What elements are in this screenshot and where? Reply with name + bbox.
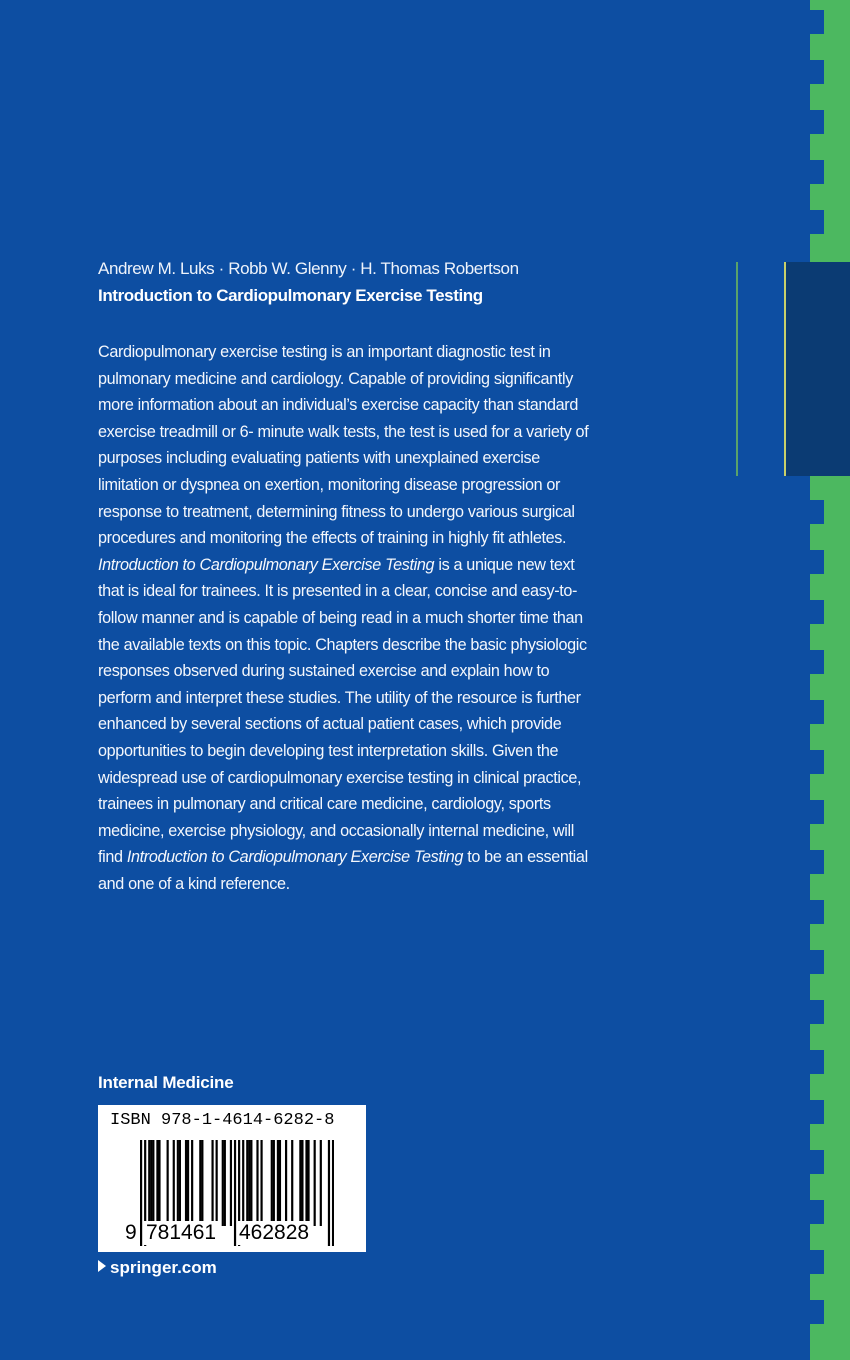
barcode-bar — [250, 1140, 252, 1226]
barcode-bar — [152, 1140, 154, 1226]
barcode-bar — [191, 1140, 193, 1226]
stripe-notch — [810, 950, 824, 974]
isbn-label: ISBN 978-1-4614-6282-8 — [110, 1111, 335, 1130]
barcode-guard-bar — [328, 1140, 330, 1246]
vertical-rule-left — [736, 262, 738, 476]
play-arrow-icon — [98, 1260, 106, 1272]
barcode-bar — [314, 1140, 316, 1226]
stripe-notch — [810, 60, 824, 84]
description-part-2: is a unique new text that is ideal for trainees. It is presented in a clear, concise and easy-to-follow manner and is capable of being read in a much shorter time than the available texts on this topic. Chapters describe the basic physiologic responses observed during sustained exercise and explain how to perform and interpret these studies. The utility of the resource is further enhanced by several sections of actual patient cases, which provide opportunities to begin developing test interpretation skills. Given the widespread use of cardiopulmonary exercise testing in clinical practice, trainees in pulmonary and critical care medicine, cardiology, sports medicine, exercise physiology, and occasionally internal medicine, will find — [98, 555, 587, 867]
publisher-url: springer.com — [110, 1258, 217, 1277]
stripe-notch — [810, 900, 824, 924]
description-title-italic-2: Introduction to Cardiopulmonary Exercise Testing — [126, 848, 464, 867]
barcode-bar — [291, 1140, 293, 1226]
barcode-bar — [271, 1140, 273, 1226]
stripe-notch — [810, 1300, 824, 1324]
barcode-bar — [211, 1140, 213, 1226]
vertical-rule-right — [784, 262, 786, 476]
barcode-bar — [187, 1140, 189, 1226]
stripe-notch — [810, 10, 824, 34]
publisher-link[interactable] — [98, 1258, 217, 1278]
barcode-bar — [305, 1140, 307, 1226]
stripe-notch — [810, 650, 824, 674]
stripe-notch — [810, 160, 824, 184]
barcode-bar — [201, 1140, 203, 1226]
barcode-bar — [222, 1140, 224, 1226]
stripe-notch — [810, 800, 824, 824]
stripe-notch — [810, 1150, 824, 1174]
stripe-notch — [810, 210, 824, 234]
isbn-barcode — [98, 1105, 366, 1252]
stripe-notch — [810, 550, 824, 574]
subject-category: Internal Medicine — [98, 1073, 234, 1092]
description-title-italic-1: Introduction to Cardiopulmonary Exercise Testing — [98, 555, 435, 574]
barcode-bar — [307, 1140, 309, 1226]
barcode-bar — [216, 1140, 218, 1226]
dark-blue-band — [784, 262, 850, 476]
description-part-1: Cardiopulmonary exercise testing is an important diagnostic test in pulmonary medicine and cardiology. Capable of providing significantly more information about an individual’s exercise capacity than standard exercise treadmill or 6- minute walk tests, the test is used for a variety of purposes including evaluating patients with unexplained exercise limitation or dyspnea on exertion, monitoring disease progression or response to treatment, determining fitness to undergo various surgical procedures and monitoring the effects of training in highly fit athletes. — [98, 343, 589, 548]
barcode-bar — [158, 1140, 160, 1226]
stripe-notch — [810, 850, 824, 874]
barcode-bar — [185, 1140, 187, 1226]
barcode-bar — [248, 1140, 250, 1226]
stripe-notch — [810, 700, 824, 724]
barcode-bar — [230, 1140, 232, 1226]
barcode-bar — [320, 1140, 322, 1226]
barcode-bar — [242, 1140, 244, 1226]
barcode-bar — [301, 1140, 303, 1226]
barcode-bar — [167, 1140, 169, 1226]
barcode-digit-prefix: 9 — [125, 1221, 137, 1244]
stripe-notch — [810, 500, 824, 524]
stripe-notch — [810, 1000, 824, 1024]
barcode-bar — [173, 1140, 175, 1226]
barcode-bar — [179, 1140, 181, 1226]
barcode-bar — [273, 1140, 275, 1226]
barcode-digits-left: 781461 — [146, 1221, 217, 1244]
stripe-notch — [810, 750, 824, 774]
barcode-guard-bar — [140, 1140, 142, 1246]
barcode-bar — [279, 1140, 281, 1226]
stripe-notch — [810, 1250, 824, 1274]
barcode-guard-bar — [332, 1140, 334, 1246]
barcode-bar — [224, 1140, 226, 1226]
stripe-notch — [810, 110, 824, 134]
barcode-bar — [246, 1140, 248, 1226]
book-title: Introduction to Cardiopulmonary Exercise Testing — [98, 286, 483, 305]
stripe-notch — [810, 1050, 824, 1074]
barcode-bar — [150, 1140, 152, 1226]
barcode-guard-bar — [234, 1140, 236, 1246]
barcode-bar — [148, 1140, 150, 1226]
author-line: Andrew M. Luks · Robb W. Glenny · H. Thomas Robertson — [98, 259, 519, 278]
barcode-bar — [260, 1140, 262, 1226]
barcode-digits-right: 462828 — [239, 1221, 310, 1244]
description-part-3: to be an essential and one of a kind reference. — [98, 848, 588, 893]
barcode-bar — [285, 1140, 287, 1226]
barcode-bar — [256, 1140, 258, 1226]
barcode-bar — [177, 1140, 179, 1226]
barcode-bar — [156, 1140, 158, 1226]
stripe-notch — [810, 1100, 824, 1124]
stripe-notch — [810, 600, 824, 624]
stripe-notch — [810, 1200, 824, 1224]
barcode-bar — [299, 1140, 301, 1226]
barcode-bar — [199, 1140, 201, 1226]
barcode-bar — [277, 1140, 279, 1226]
book-description — [98, 339, 598, 897]
